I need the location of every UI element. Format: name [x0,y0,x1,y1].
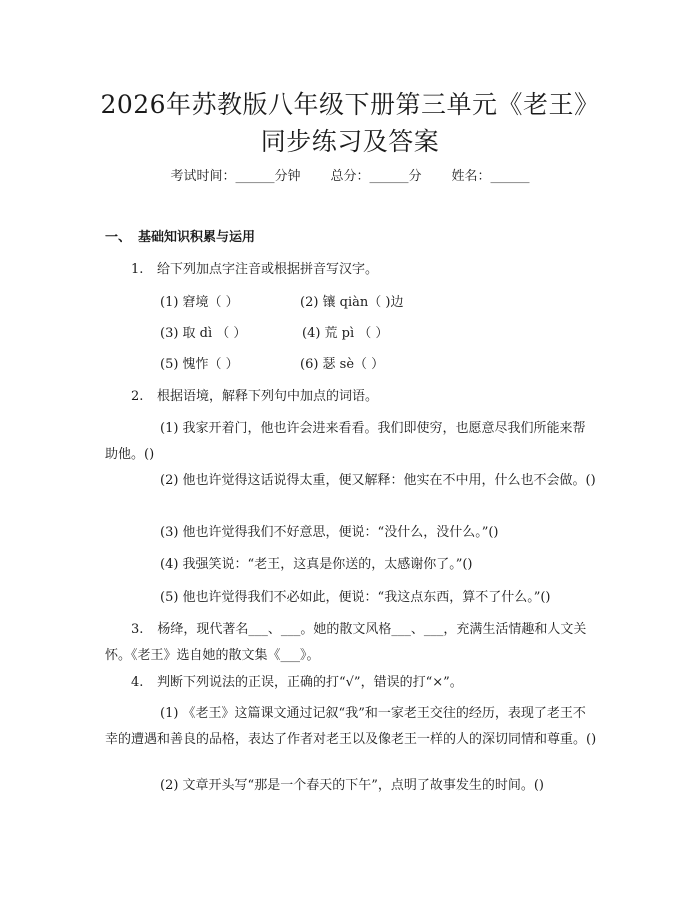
question-text: 根据语境，解释下列句中加点的词语。 [157,389,379,404]
question-2 [131,390,378,403]
question-number: 4. [131,675,144,690]
question-number: 3. [131,622,144,637]
question-text: 判断下列说法的正误，正确的打“√”，错误的打“×”。 [157,675,463,690]
exam-time: 考试时间：______分钟 [170,169,301,184]
section-heading [105,231,255,244]
exam-info [40,170,660,183]
q4-item: (2) 文章开头写“那是一个春天的下午”，点明了故事发生的时间。() [160,778,544,793]
question-3 [105,617,597,669]
q1-item: (1) 窘境（ ） [160,295,239,310]
q2-item: (4) 我强笑说：“老王，这真是你送的，太感谢你了。”() [160,557,473,572]
q1-item: (5) 愧怍（ ） [160,357,239,372]
document-title-line-2: 同步练习及答案 [260,127,440,156]
exam-name: 姓名：______ [451,169,530,184]
q2-item: (2) 他也许觉得这话说得太重，便又解释：他实在不中用，什么也不会做。() [160,473,596,488]
q1-item: (2) 镶 qiàn（ )边 [300,295,404,310]
q2-item: (5) 他也许觉得我们不必如此，便说：“我这点东西，算不了什么。”() [160,590,551,605]
question-4 [131,676,463,689]
exam-score: 总分：______分 [330,169,422,184]
q4-item: (1) 《老王》这篇课文通过记叙“我”和一家老王交往的经历，表现了老王不幸的遭遇和善良的品格，表达了作者对老王以及像老王一样的人的深切同情和尊重。() [105,706,597,747]
question-text: 给下列加点字注音或根据拼音写汉字。 [157,262,379,277]
q1-item: (6) 瑟 sè（ ） [300,357,385,372]
question-1 [131,263,378,276]
document-title-line-1: 2026年苏教版八年级下册第三单元《老王》 [100,90,600,119]
q2-item: (3) 他也许觉得我们不好意思，便说：“没什么，没什么。”() [160,525,499,540]
question-number: 2. [131,389,144,404]
question-text: 杨绛，现代著名___、___。她的散文风格___、___，充满生活情趣和人文关怀。《老王》选自她的散文集《___》。 [105,622,587,663]
section-number: 一、 [105,230,132,245]
section-title: 基础知识积累与运用 [138,230,256,245]
q1-item: (4) 荒 pì （ ） [302,326,389,341]
question-number: 1. [131,262,144,277]
q1-item: (3) 取 dì （ ） [160,326,247,341]
q2-item: (1) 我家开着门，他也许会进来看看。我们即使穷，也愿意尽我们所能来帮助他。() [105,421,586,462]
